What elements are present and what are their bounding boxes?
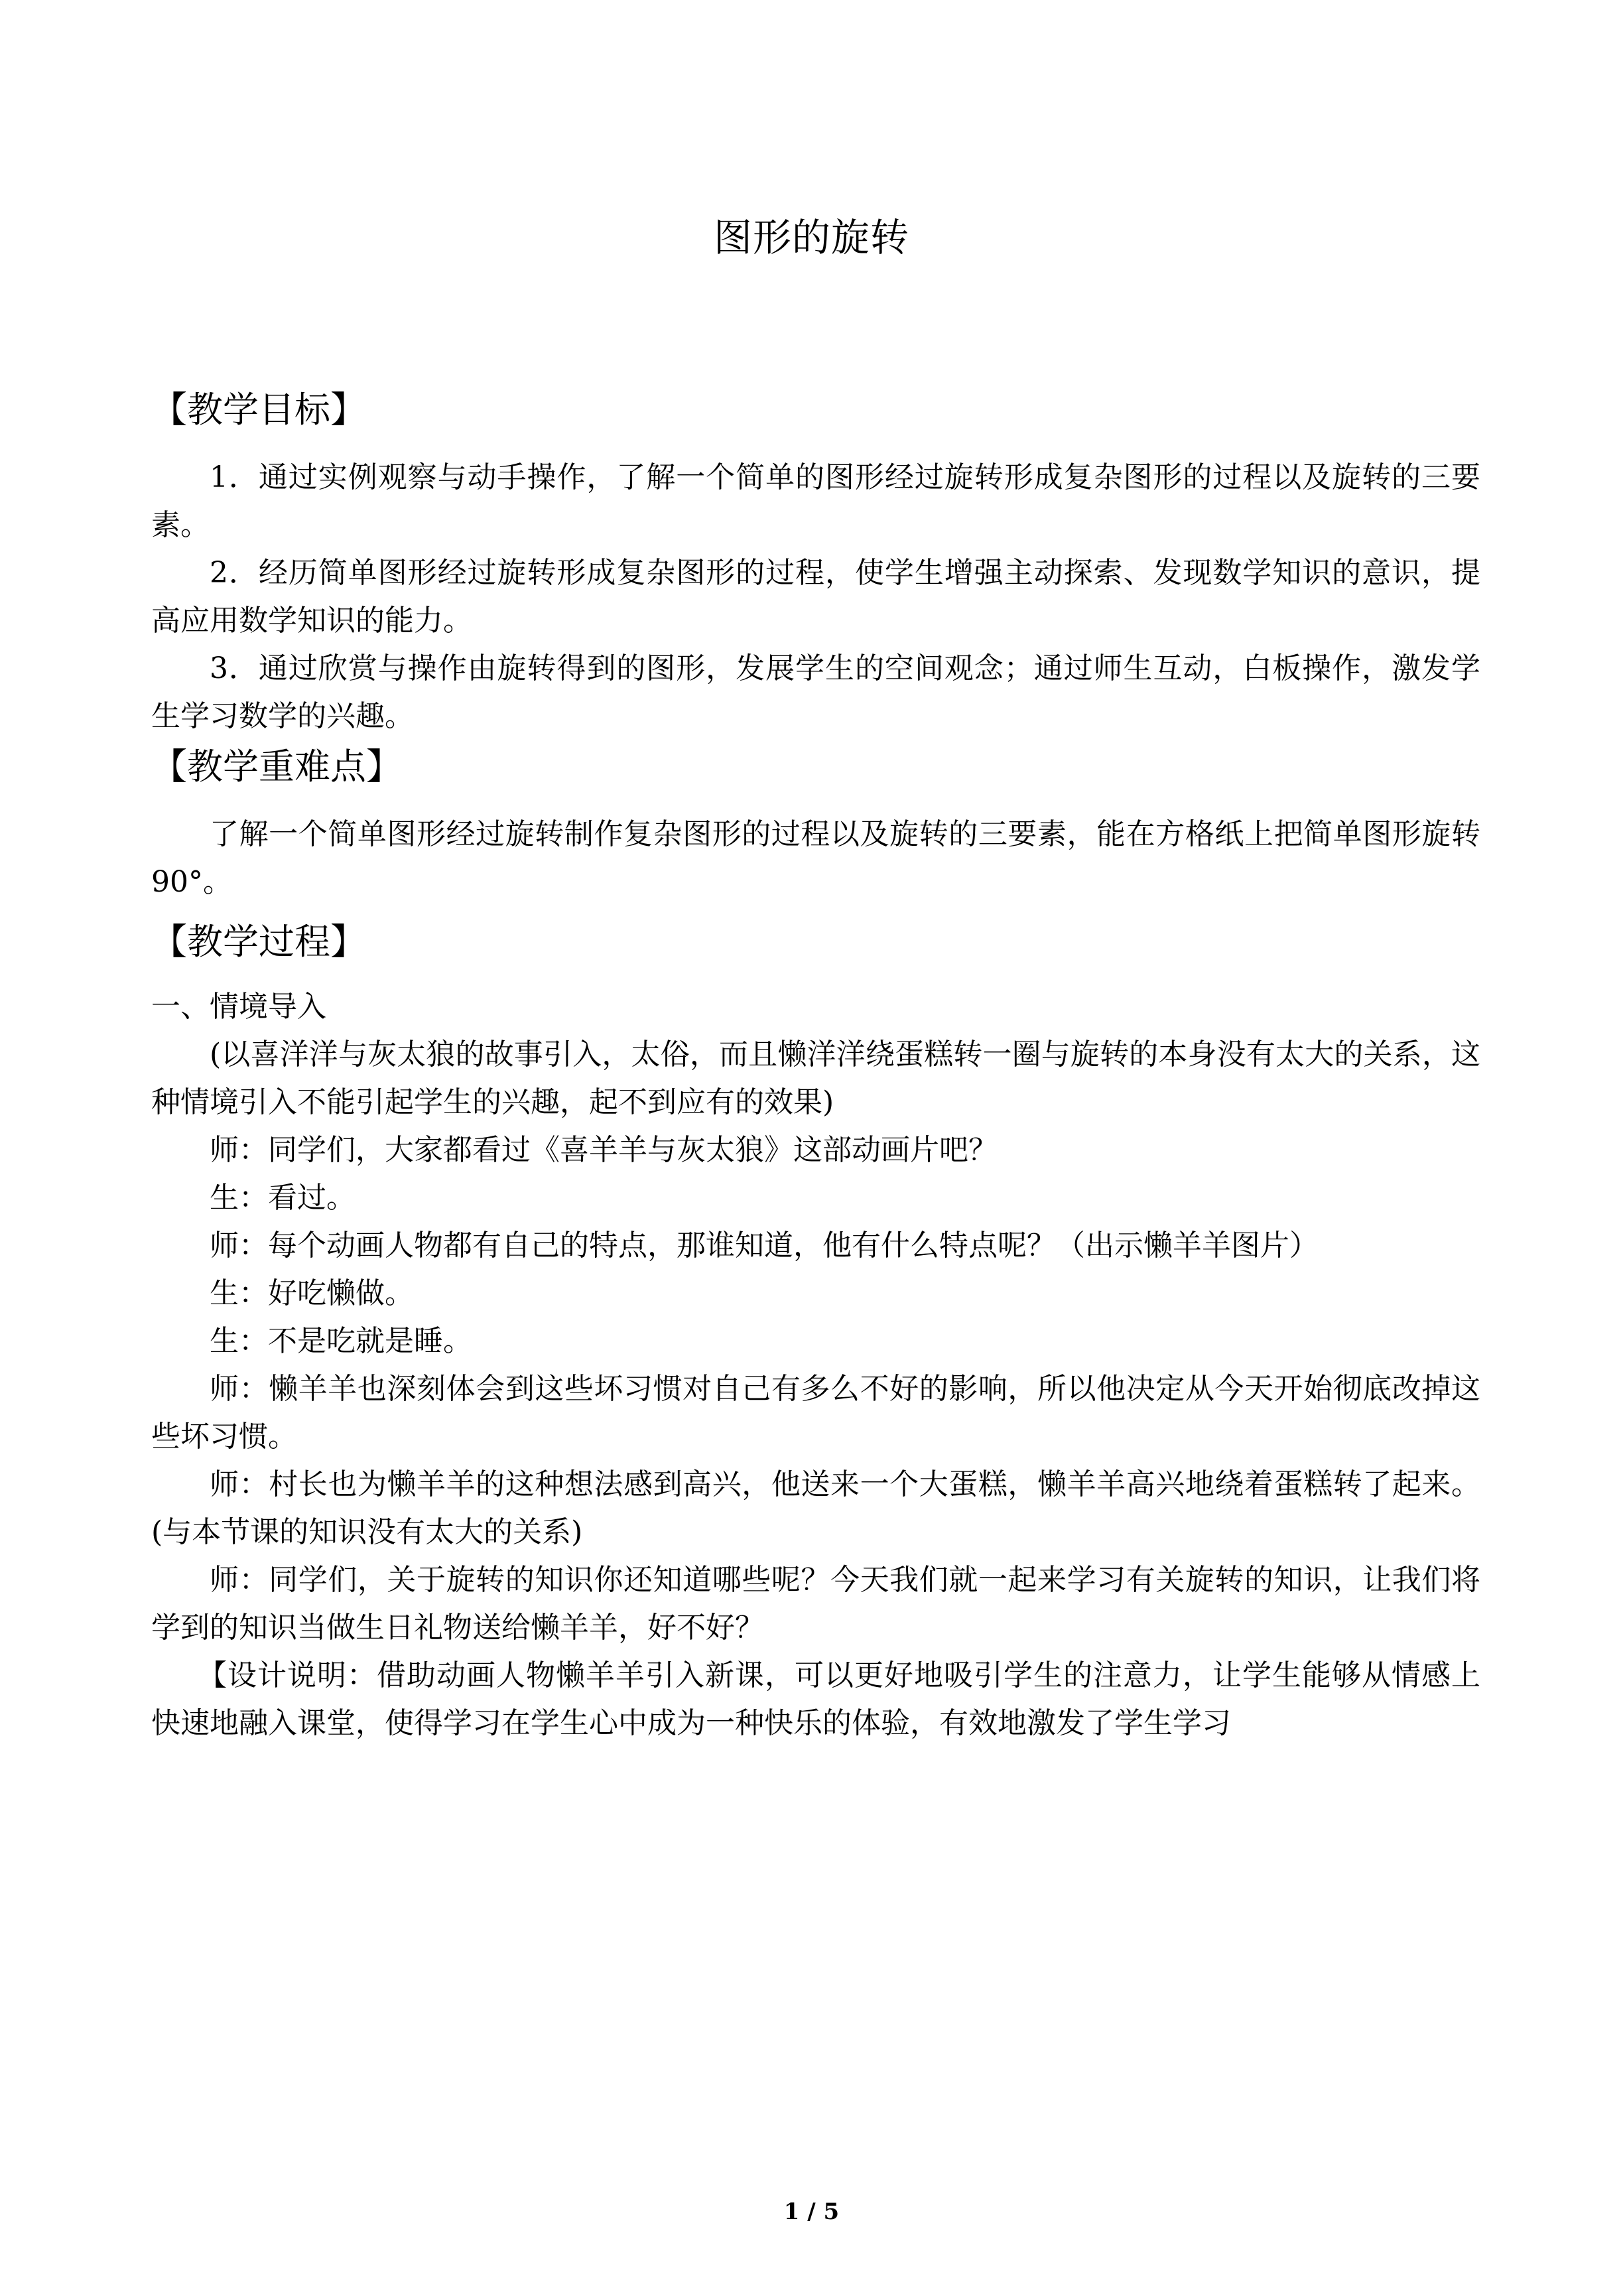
process-paragraphs — [151, 1031, 1480, 1747]
section-heading-objectives: 【教学目标】 — [151, 389, 366, 431]
section-heading-key-points: 【教学重难点】 — [151, 746, 402, 787]
page-indicator: 1 / 5 — [783, 2198, 840, 2225]
process-paragraph-5: 生：好吃懒做。 — [210, 1276, 414, 1310]
objectives-list — [151, 454, 1480, 740]
process-paragraph-2: 师：同学们，大家都看过《喜羊羊与灰太狼》这部动画片吧？ — [210, 1133, 998, 1167]
objective-item-2: 2．经历简单图形经过旋转形成复杂图形的过程，使学生增强主动探索、发现数学知识的意识，提高应用数学知识的能力。 — [151, 556, 1480, 638]
process-paragraph-6: 生：不是吃就是睡。 — [210, 1324, 472, 1358]
process-paragraph-7: 师：懒羊羊也深刻体会到这些坏习惯对自己有多么不好的影响，所以他决定从今天开始彻底改掉这些坏习惯。 — [151, 1372, 1480, 1453]
process-paragraph-8: 师：村长也为懒羊羊的这种想法感到高兴，他送来一个大蛋糕，懒羊羊高兴地绕着蛋糕转了起来。(与本节课的知识没有太大的关系) — [151, 1467, 1480, 1549]
objective-item-3: 3．通过欣赏与操作由旋转得到的图形，发展学生的空间观念；通过师生互动，白板操作，激发学生学习数学的兴趣。 — [151, 651, 1480, 733]
process-paragraph-4: 师：每个动画人物都有自己的特点，那谁知道，他有什么特点呢？（出示懒羊羊图片） — [210, 1229, 1319, 1262]
process-paragraph-9: 师：同学们，关于旋转的知识你还知道哪些呢？今天我们就一起来学习有关旋转的知识，让我们将学到的知识当做生日礼物送给懒羊羊，好不好？ — [151, 1563, 1480, 1645]
document-title: 图形的旋转 — [713, 215, 909, 260]
key-points-text: 了解一个简单图形经过旋转制作复杂图形的过程以及旋转的三要素，能在方格纸上把简单图形旋转 90°。 — [151, 817, 1480, 899]
process-paragraph-10: 【设计说明：借助动画人物懒羊羊引入新课，可以更好地吸引学生的注意力，让学生能够从情感上快速地融入课堂，使得学习在学生心中成为一种快乐的体验，有效地激发了学生学习 — [151, 1658, 1480, 1740]
section-heading-process: 【教学过程】 — [151, 921, 366, 963]
process-paragraph-3: 生：看过。 — [210, 1181, 356, 1215]
objective-item-1: 1．通过实例观察与动手操作，了解一个简单的图形经过旋转形成复杂图形的过程以及旋转的三要素。 — [151, 460, 1480, 542]
process-subheading: 一、情境导入 — [151, 990, 326, 1024]
document-body — [151, 383, 1480, 1747]
process-paragraph-1: (以喜洋洋与灰太狼的故事引入，太俗，而且懒洋洋绕蛋糕转一圈与旋转的本身没有太大的关系，这种情境引入不能引起学生的兴趣，起不到应有的效果) — [151, 1038, 1480, 1119]
